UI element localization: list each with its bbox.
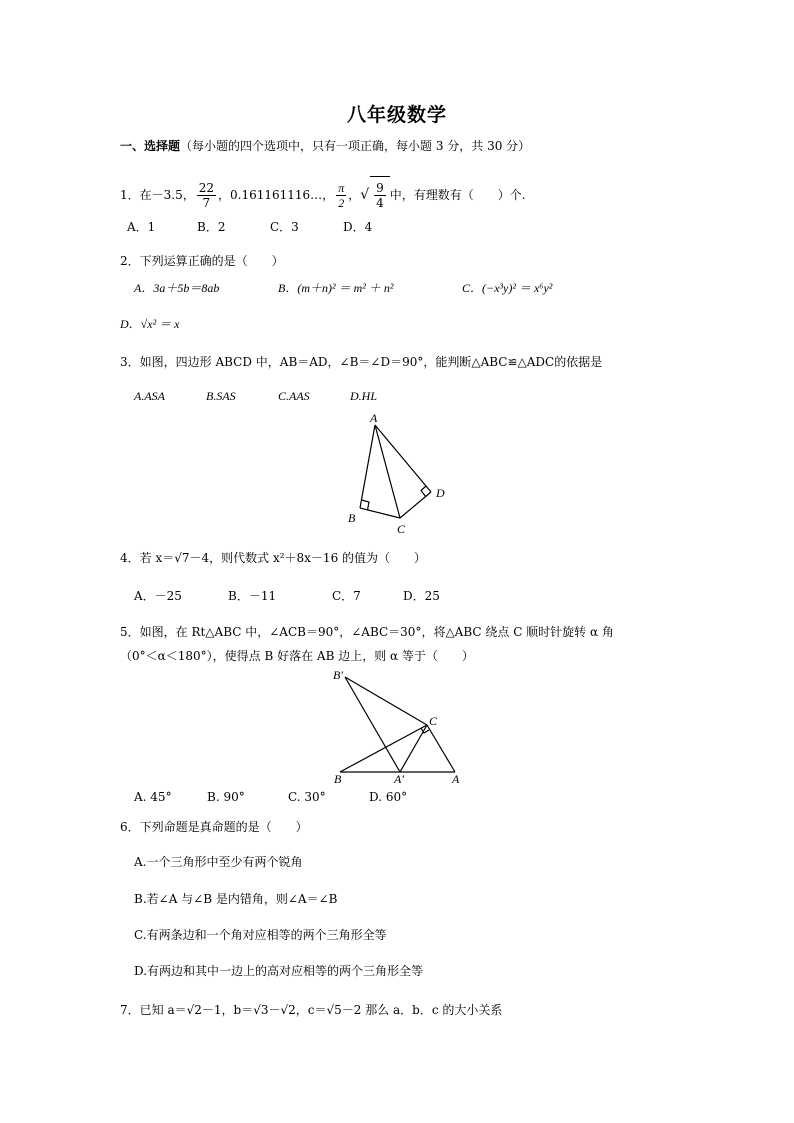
q1-option-c: C．3 xyxy=(270,220,299,234)
q5-edge-b1c xyxy=(345,677,427,725)
q5-edge-ca xyxy=(427,725,455,772)
q1-mid: ，0.161161116…， xyxy=(218,188,335,202)
q4-option-b: B．－11 xyxy=(228,589,277,603)
q5-label-a-prime: A′ xyxy=(394,772,404,786)
question-1-stem: 1．在－3.5， $\frac{22}{7}$ ，0.161161116…， $\frac{\pi}{2}$ ，√ $\frac{9}{4}$ 中，有理数有（ ）个. xyxy=(120,176,526,213)
q4-option-a: A．－25 xyxy=(134,589,182,603)
q5-option-a: A. 45° xyxy=(134,790,172,804)
q1-pi-fraction xyxy=(336,181,346,210)
q5-label-c: C xyxy=(429,714,438,728)
q3-label-c: C xyxy=(397,522,406,536)
q6-option-b: B.若∠A 与∠B 是内错角，则∠A＝∠B xyxy=(134,892,338,906)
question-3-stem: 3．如图，四边形 ABCD 中，AB＝AD，∠B＝∠D＝90°，能判断△ABC≌△ADC的依据是 xyxy=(120,355,603,369)
q1-sqrt-num: 9 xyxy=(376,181,384,195)
q5-option-d: D. 60° xyxy=(369,790,408,804)
q5-edge-b1a1 xyxy=(345,677,400,772)
q3-option-c: C.AAS xyxy=(278,389,310,403)
question-6-stem: 6．下列命题是真命题的是（ ） xyxy=(120,820,308,834)
q2-option-b: B．(m＋n)² ＝ m² ＋ n² xyxy=(278,281,394,295)
q3-option-b: B.SAS xyxy=(206,389,236,403)
question-5-stem-line2: （0°＜α＜180°），使得点 B 好落在 AB 边上，则 α 等于（ ） xyxy=(120,649,474,663)
q1-frac-num: 22 xyxy=(198,181,215,195)
q1-fraction xyxy=(197,181,216,210)
q1-pi-den: 2 xyxy=(338,196,345,210)
q3-label-d: D xyxy=(436,486,445,500)
q4-option-d: D．25 xyxy=(403,589,440,603)
q3-option-a: A.ASA xyxy=(134,389,165,403)
q1-suffix: 中，有理数有（ ）个. xyxy=(389,188,526,202)
q1-sqrt-fraction xyxy=(374,181,386,210)
q3-edge-ac xyxy=(375,425,400,518)
q5-label-b: B xyxy=(334,772,342,786)
q4-option-c: C．7 xyxy=(332,589,361,603)
q1-sqrt xyxy=(370,176,390,213)
q3-figure xyxy=(330,410,460,540)
q5-option-c: C. 30° xyxy=(288,790,326,804)
q6-option-a: A.一个三角形中至少有两个锐角 xyxy=(134,855,303,869)
q1-frac-den: 7 xyxy=(202,196,211,210)
radical-icon: √ xyxy=(360,187,370,203)
q3-edge-bc xyxy=(360,508,400,518)
page-title: 八年级数学 xyxy=(346,104,447,126)
question-7-stem: 7．已知 a＝√2－1，b＝√3－√2，c＝√5－2 那么 a．b．c 的大小关系 xyxy=(120,1003,503,1017)
q5-label-a: A xyxy=(452,772,460,786)
q1-prefix: 1．在－3.5， xyxy=(120,188,195,202)
q1-pi-num: π xyxy=(338,181,345,195)
question-4-stem: 4．若 x＝√7－4，则代数式 x²＋8x－16 的值为（ ） xyxy=(120,551,427,565)
q3-right-angle-d xyxy=(421,486,426,497)
section-label: 一、选择题 xyxy=(120,139,181,153)
q5-label-b-prime: B′ xyxy=(333,668,343,682)
q5-option-b: B. 90° xyxy=(207,790,245,804)
q3-option-d: D.HL xyxy=(350,389,378,403)
q3-edge-ab xyxy=(360,425,375,508)
q6-option-d: D.有两边和其中一边上的高对应相等的两个三角形全等 xyxy=(134,964,424,978)
q3-label-a: A xyxy=(370,411,378,425)
q6-option-c: C.有两条边和一个角对应相等的两个三角形全等 xyxy=(134,928,387,942)
q2-option-d: D．√x² ＝ x xyxy=(120,317,180,331)
section-note: （每小题的四个选项中，只有一项正确，每小题 3 分，共 30 分） xyxy=(180,139,531,153)
q2-option-a: A．3a＋5b＝8ab xyxy=(134,281,220,295)
q3-edge-dc xyxy=(400,492,431,518)
q5-figure xyxy=(325,665,475,790)
q1-option-b: B．2 xyxy=(197,220,226,234)
q3-label-b: B xyxy=(348,511,356,525)
q1-option-a: A．1 xyxy=(127,220,156,234)
section-header xyxy=(120,138,530,154)
question-2-stem: 2．下列运算正确的是（ ） xyxy=(120,254,284,268)
question-5-stem-line1: 5．如图，在 Rt△ABC 中，∠ACB＝90°，∠ABC＝30°，将△ABC 绕点 C 顺时针旋转 α 角 xyxy=(120,625,614,639)
q1-option-d: D．4 xyxy=(343,220,373,234)
q1-sqrt-den: 4 xyxy=(376,196,384,210)
q2-option-c: C．(−x³y)² ＝ x⁶y² xyxy=(462,281,553,295)
